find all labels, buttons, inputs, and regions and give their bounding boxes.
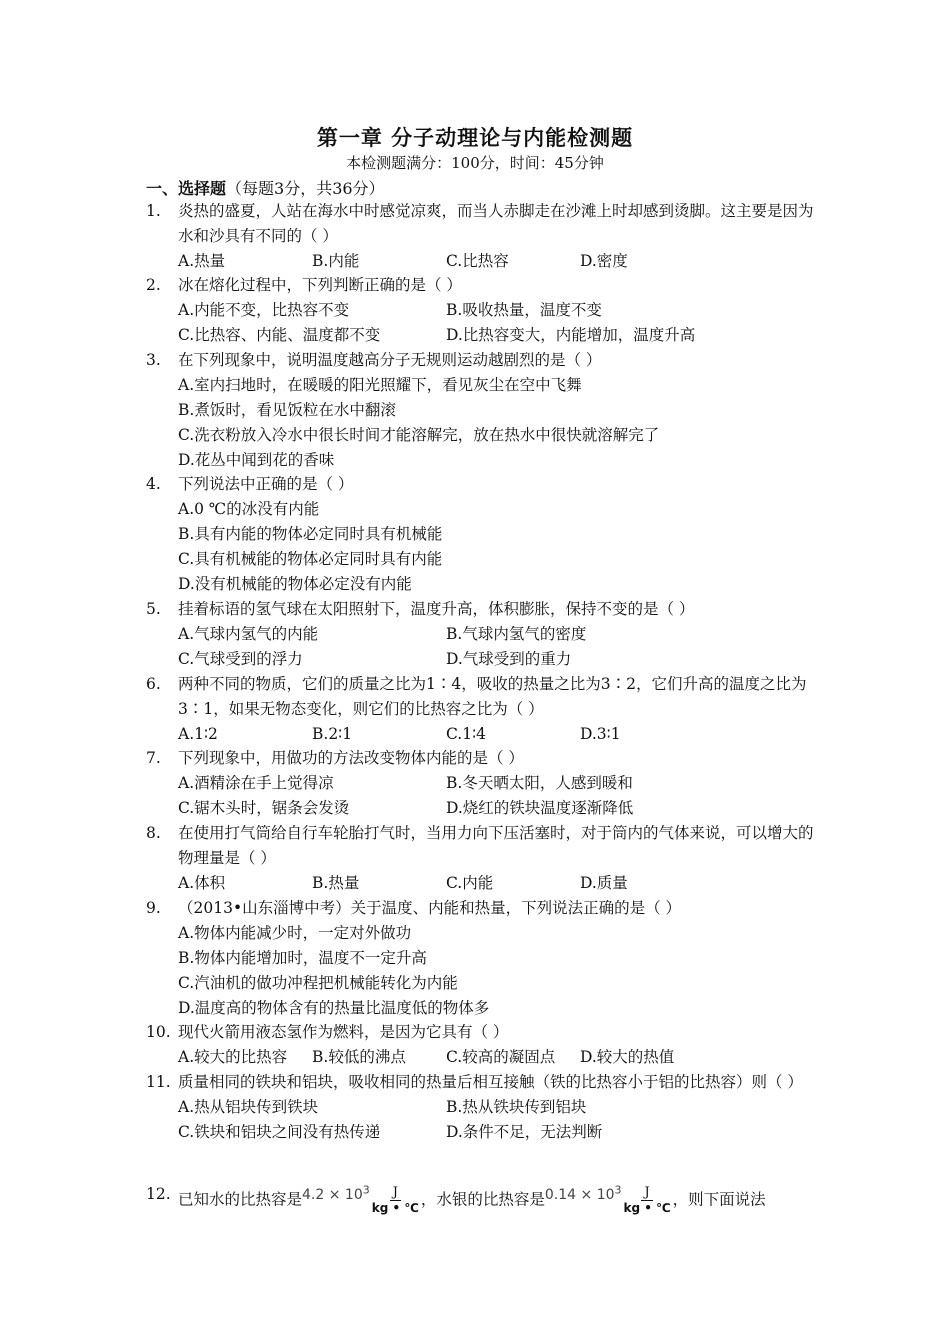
option-row (178, 1045, 816, 1070)
question-number: 7. (146, 749, 161, 767)
question-7 (146, 746, 816, 821)
option-row (178, 796, 816, 821)
option-d: D.条件不足，无法判断 (446, 1123, 603, 1141)
question-number: 9. (146, 899, 161, 917)
question-number: 1. (146, 202, 161, 220)
unit-fraction (372, 1186, 419, 1215)
question-10 (146, 1020, 816, 1070)
option-row (178, 1120, 816, 1145)
question-stem: 下列现象中，用做功的方法改变物体内能的是（ ） (178, 749, 524, 767)
unit-denominator: kg • ℃ (371, 1201, 419, 1216)
option-c: C.较高的凝固点 (446, 1048, 556, 1066)
question-6 (146, 672, 816, 747)
question-number: 5. (146, 600, 161, 618)
option-b: B.气球内氢气的密度 (446, 625, 587, 643)
option-row (178, 249, 816, 274)
unit-denominator: kg • ℃ (623, 1201, 671, 1216)
question-number: 6. (146, 675, 161, 693)
option-c: C.内能 (446, 874, 494, 892)
option-b: B.2∶1 (312, 725, 353, 743)
question-1 (146, 199, 816, 274)
question-number: 3. (146, 351, 161, 369)
option-a: A.热量 (178, 252, 226, 270)
formula-coefficient: 4.2 × 10 (302, 1186, 363, 1203)
stem-part: ，水银的比热容是 (420, 1190, 545, 1209)
formula-exponent: 3 (362, 1183, 370, 1196)
section-note: （每题3分，共36分） (226, 179, 385, 198)
question-stem (178, 1172, 816, 1218)
option-c: C.汽油机的做功冲程把机械能转化为内能 (178, 974, 458, 992)
question-11 (146, 1070, 816, 1145)
option-a: A.0 ℃的冰没有内能 (178, 500, 320, 518)
section-label: 一、选择题 (146, 179, 227, 198)
option-row (178, 323, 816, 348)
option-row (178, 622, 816, 647)
page-subtitle: 本检测题满分：100分，时间：45分钟 (346, 154, 604, 172)
question-stem: 炎热的盛夏，人站在海水中时感觉凉爽，而当人赤脚走在沙滩上时却感到烫脚。这主要是因为水和沙具有不同的（ ） (178, 202, 814, 245)
question-stem: 挂着标语的氢气球在太阳照射下，温度升高，体积膨胀，保持不变的是（ ） (178, 600, 695, 618)
option-c: C.锯木头时，锯条会发烫 (178, 799, 350, 817)
option-d: D.没有机械能的物体必定没有内能 (178, 575, 412, 593)
option-d: D.温度高的物体含有的热量比温度低的物体多 (178, 999, 490, 1017)
option-b: B.具有内能的物体必定同时具有机械能 (178, 525, 443, 543)
formula-mercury (544, 1183, 622, 1203)
section-heading (146, 176, 385, 199)
option-c: C.气球受到的浮力 (178, 650, 303, 668)
option-a: A.室内扫地时，在暖暖的阳光照耀下，看见灰尘在空中飞舞 (178, 376, 582, 394)
question-number: 8. (146, 824, 161, 842)
unit-fraction (624, 1186, 671, 1215)
option-b: B.煮饭时，看见饭粒在水中翻滚 (178, 401, 396, 419)
question-number: 11. (146, 1073, 171, 1091)
question-number: 12. (146, 1185, 171, 1203)
question-stem: 在下列现象中，说明温度越高分子无规则运动越剧烈的是（ ） (178, 351, 602, 369)
option-d: D.气球受到的重力 (446, 650, 572, 668)
option-row (178, 1095, 816, 1120)
page-title: 第一章 分子动理论与内能检测题 (316, 125, 634, 150)
question-12 (146, 1172, 816, 1218)
option-d: D.3∶1 (580, 725, 621, 743)
question-stem: 质量相同的铁块和铝块，吸收相同的热量后相互接触（铁的比热容小于铝的比热容）则（ ） (178, 1073, 803, 1091)
question-stem: 在使用打气筒给自行车轮胎打气时，当用力向下压活塞时，对于筒内的气体来说，可以增大的物理量是（ ） (178, 824, 814, 867)
formula-coefficient: 0.14 × 10 (544, 1186, 615, 1203)
option-c: C.洗衣粉放入冷水中很长时间才能溶解完，放在热水中很快就溶解完了 (178, 426, 660, 444)
option-b: B.内能 (312, 252, 360, 270)
option-d: D.烧红的铁块温度逐渐降低 (446, 799, 634, 817)
option-row (178, 298, 816, 323)
question-4 (146, 472, 816, 597)
question-stem: 现代火箭用液态氢作为燃料，是因为它具有（ ） (178, 1023, 509, 1041)
question-9 (146, 896, 816, 1021)
question-stem: 两种不同的物质，它们的质量之比为1∶4，吸收的热量之比为3∶2，它们升高的温度之比为3∶1，如果无物态变化，则它们的比热容之比为（ ） (178, 675, 807, 718)
unit-numerator: J (641, 1186, 652, 1201)
option-row (178, 722, 816, 747)
option-a: A.气球内氢气的内能 (178, 625, 319, 643)
question-stem: （2013•山东淄博中考）关于温度、内能和热量，下列说法正确的是（ ） (178, 899, 682, 917)
option-b: B.热量 (312, 874, 360, 892)
option-b: B.较低的沸点 (312, 1048, 406, 1066)
option-b: B.物体内能增加时，温度不一定升高 (178, 949, 427, 967)
option-d: D.密度 (580, 252, 628, 270)
option-a: A.热从铝块传到铁块 (178, 1098, 319, 1116)
option-b: B.热从铁块传到铝块 (446, 1098, 587, 1116)
option-b: B.冬天晒太阳，人感到暖和 (446, 774, 633, 792)
question-number: 10. (146, 1023, 171, 1041)
option-d: D.比热容变大，内能增加，温度升高 (446, 326, 696, 344)
option-d: D.花丛中闻到花的香味 (178, 451, 335, 469)
question-stem: 下列说法中正确的是（ ） (178, 475, 354, 493)
option-c: C.比热容、内能、温度都不变 (178, 326, 381, 344)
question-8 (146, 821, 816, 896)
option-a: A.体积 (178, 874, 226, 892)
option-row (178, 647, 816, 672)
question-number: 4. (146, 475, 161, 493)
stem-part: ，则下面说法 (672, 1190, 766, 1209)
option-a: A.酒精涂在手上觉得凉 (178, 774, 334, 792)
stem-part: 已知水的比热容是 (178, 1190, 303, 1209)
option-a: A.物体内能减少时，一定对外做功 (178, 924, 412, 942)
question-5 (146, 597, 816, 672)
option-a: A.较大的比热容 (178, 1048, 288, 1066)
question-number: 2. (146, 276, 161, 294)
option-row (178, 771, 816, 796)
formula-water (302, 1183, 370, 1203)
option-a: A.内能不变，比热容不变 (178, 301, 350, 319)
option-row (178, 871, 816, 896)
option-b: B.吸收热量，温度不变 (446, 301, 602, 319)
option-c: C.铁块和铝块之间没有热传递 (178, 1123, 381, 1141)
unit-numerator: J (390, 1186, 401, 1201)
option-a: A.1∶2 (178, 725, 218, 743)
question-stem: 冰在熔化过程中，下列判断正确的是（ ） (178, 276, 462, 294)
question-3 (146, 348, 816, 473)
option-c: C.具有机械能的物体必定同时具有内能 (178, 550, 443, 568)
option-c: C.1∶4 (446, 725, 486, 743)
question-2 (146, 273, 816, 348)
formula-exponent: 3 (614, 1183, 622, 1196)
option-d: D.较大的热值 (580, 1048, 675, 1066)
option-d: D.质量 (580, 874, 628, 892)
option-c: C.比热容 (446, 252, 509, 270)
